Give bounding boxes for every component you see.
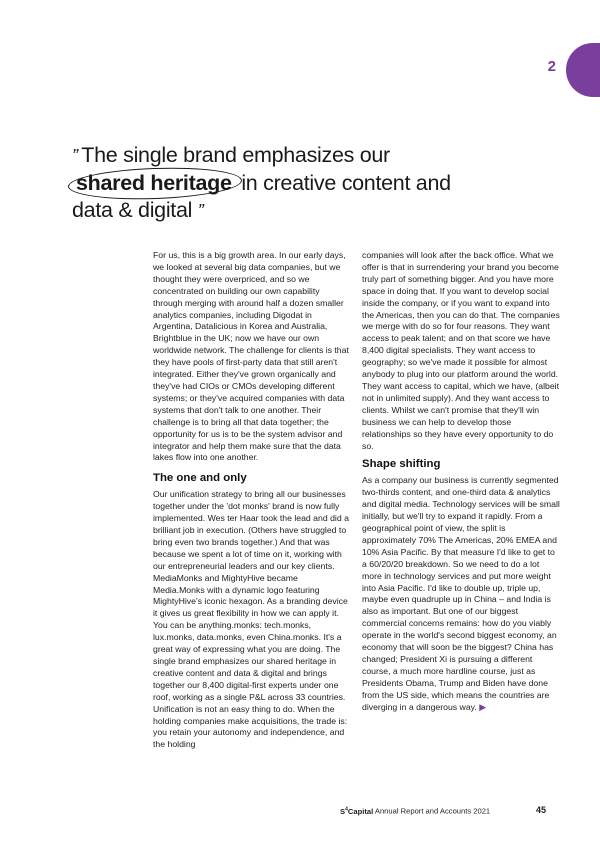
footer	[340, 806, 546, 816]
end-arrow-icon: ▶	[479, 701, 487, 712]
report-title: Annual Report and Accounts 2021	[374, 806, 491, 816]
brand-name: Capital	[347, 806, 374, 816]
heading-one-and-only: The one and only	[153, 472, 247, 485]
section-number: 2	[547, 58, 556, 75]
section-tab	[566, 43, 600, 97]
quote-highlight-text: shared heritage	[76, 171, 232, 195]
left-paragraph-2: Our unification strategy to bring all our businesses together under the 'dot monks' brand is now fully implemented. Wes ter Haar took the lead and did a brilliant job in execution. (Others have struggled to bring even two brands together.) And that was because we spent a lot of time on it, working with our entrepreneurial leaders and our key clients. MediaMonks and MightyHive became Media.Monks with a dynamic logo featuring MightyHive's iconic hexagon. As a branding device it gives us great flexibility in how we can apply it. You can be anything.monks: tech.monks, lux.monks, data.monks, even China.monks. It's a great way of expressing what you are doing. The single brand emphasizes our shared heritage in creative content and data & digital and brings together our 8,400 digital-first experts under one roof, working as a single P&L across 33 countries. Unification is not an easy thing to do. When the holding companies make acquisitions, the trade is: you retain your autonomy and independence, and the holding	[153, 489, 349, 750]
right-column	[362, 250, 560, 714]
footer-brand	[340, 807, 373, 816]
close-quote-mark: ”	[197, 201, 202, 221]
right-paragraph-2-text: As a company our business is currently segmented two-thirds content, and one-third data & analytics and digital media. Technology services will be small initially, but we'll try to expand it rapidly. From a geographical point of view, the split is approximately 70% The Americas, 20% EMEA and 10% Asia Pacific. By that measure I'd like to get to a 60/20/20 breakdown. So we need to do a lot more in technology services and put more weight into Asia Pacific. I'd like to double up, triple up, maybe even quadruple up in China – and India is also as important. But one of our biggest commercial concerns remains: how do you viably operate in the world's second biggest economy, an economy that will soon be the biggest? China has changed; President Xi is pursuing a different course, a much more hardline course, just as Presidents Obama, Trump and Biden have done from the US side, which means the countries are diverging in a dangerous way.	[362, 475, 560, 712]
quote-highlight	[72, 170, 236, 197]
right-paragraph-1: companies will look after the back office. What we offer is that in surrendering your brand you become truly part of something bigger. And you have more space in doing that. If you want to develop social inside the company, or if you want to expand into the Americas, then you can do that. The companies we merge with do so for four reasons. They want access to peak talent; and on that score we have 8,400 digital specialists. They want access to geography; so we've made it possible for almost anybody to plug into our platform around the world. They want access to capital, which we have, (albeit not in unlimited supply). And they want access to clients. Whilst we can't promise that they'll win business we can help to develop those relationships so they have every opportunity to do so.	[362, 250, 560, 451]
page-number: 45	[535, 805, 546, 815]
heading-shape-shifting: Shape shifting	[362, 458, 441, 471]
open-quote-mark: ”	[72, 146, 76, 166]
quote-text-end: content and data & digital	[72, 171, 451, 222]
left-paragraph-1: For us, this is a big growth area. In our early days, we looked at several big data companies, but we thought they were overpriced, and so we concentrated on building our own capability through merging with around half a dozen smaller analytics companies, including Digodat in Argentina, Datalicious in Korea and Australia, Brightblue in the UK; now we have our own worldwide network. The challenge for clients is that they have pools of first-party data that still aren't integrated. Either they've grown organically and they've had CIOs or CMOs developing different systems; or they've acquired companies with data systems that don't talk to one another. Their challenge is to bring all that data together; the opportunity for us is to be the system advisor and integrator and help them make sure that the data lakes flow into one another.	[153, 250, 349, 463]
pull-quote	[72, 142, 492, 225]
brand-sup: 4	[345, 806, 348, 812]
brand-prefix: S	[340, 806, 346, 816]
left-column	[153, 250, 351, 751]
right-paragraph-2	[362, 475, 560, 713]
quote-text-middle: in creative	[241, 171, 337, 195]
quote-text-start: The single brand emphasizes our	[81, 143, 390, 167]
